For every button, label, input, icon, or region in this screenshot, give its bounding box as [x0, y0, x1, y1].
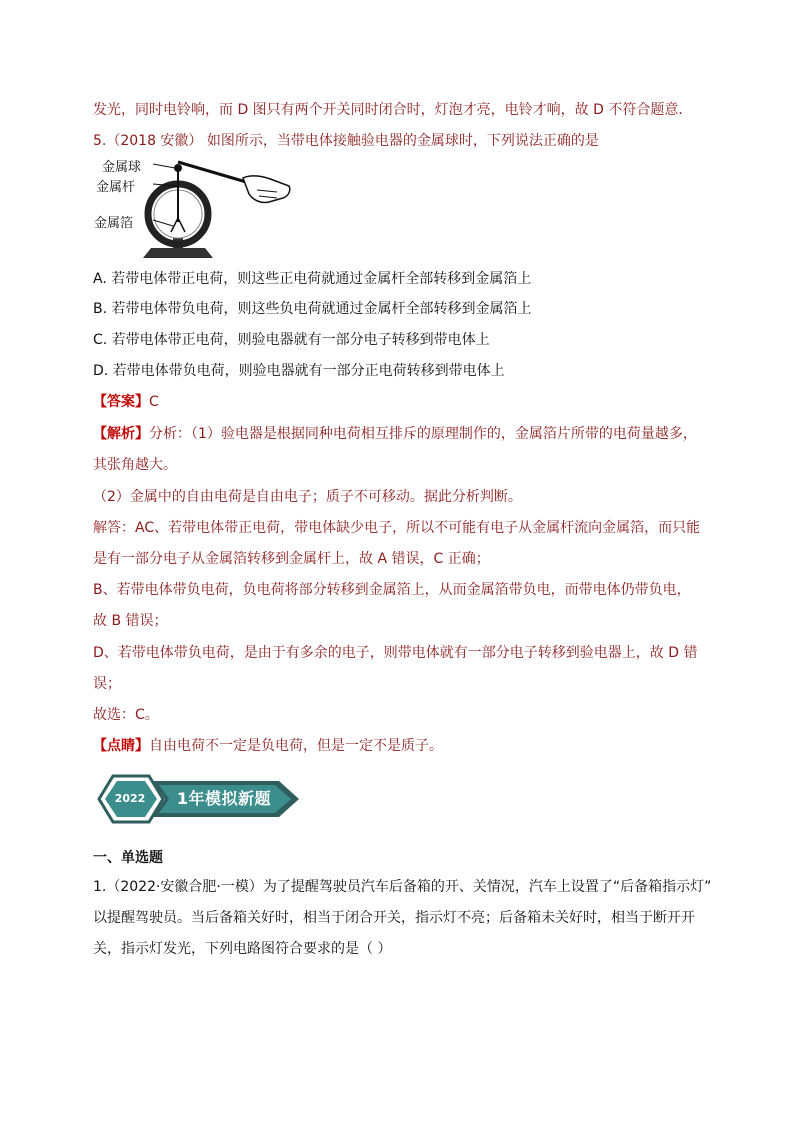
analysis-text-1: 分析：（1）验电器是根据同种电荷相互排斥的原理制作的，金属箔片所带的电荷量越多， — [149, 426, 697, 442]
answer-tag: 【答案】 — [93, 394, 149, 410]
point-text: 自由电荷不一定是负电荷，但是一定不是质子。 — [149, 738, 443, 754]
option-b: B. 若带电体带负电荷，则这些负电荷就通过金属杆全部转移到金属箔上 — [93, 301, 532, 317]
analysis-tag: 【解析】 — [93, 426, 149, 442]
label-metal-rod: 金属杆 — [95, 176, 136, 195]
banner-title: 1年模拟新题 — [176, 789, 272, 808]
text-line: 发光，同时电铃响，而 D 图只有两个开关同时闭合时，灯泡才亮，电铃才响，故 D 不符合题意． — [93, 102, 693, 118]
analysis-line-2: 其张角越大。 — [93, 457, 177, 473]
solution-line-2: 是有一部分电子从金属箔转移到金属杆上，故 A 错误，C 正确； — [93, 551, 490, 567]
answer-line — [93, 392, 159, 412]
solution-line-1: 解答：AC、若带电体带正电荷，带电体缺少电子，所以不可能有电子从金属杆流向金属箔，而只能 — [93, 520, 701, 536]
solution-line-3: B、若带电体带负电荷，负电荷将部分转移到金属箔上，从而金属箔带负电，而带电体仍带负电， — [93, 582, 691, 598]
banner-year: 2022 — [114, 792, 146, 805]
option-a: A. 若带电体带正电荷，则这些正电荷就通过金属杆全部转移到金属箔上 — [93, 271, 532, 287]
analysis-line-3: （2）金属中的自由电荷是自由电子；质子不可移动。据此分析判断。 — [93, 489, 522, 505]
question-5-stem: 5.（2018 安徽） 如图所示，当带电体接触验电器的金属球时，下列说法正确的是 — [93, 133, 599, 149]
point-line — [93, 736, 443, 756]
label-metal-ball: 金属球 — [101, 156, 142, 175]
question-1-line-2: 以提醒驾驶员。当后备箱关好时，相当于闭合开关，指示灯不亮；后备箱未关好时，相当于断开开 — [93, 910, 695, 926]
point-tag: 【点睛】 — [93, 738, 149, 754]
question-1-line-3: 关，指示灯发光，下列电路图符合要求的是（ ） — [93, 941, 392, 957]
question-1-line-1: 1.（2022·安徽合肥·一模）为了提醒驾驶员汽车后备箱的开、关情况，汽车上设置了“后备箱指示灯” — [93, 879, 712, 895]
option-c: C. 若带电体带正电荷，则验电器就有一部分电子转移到带电体上 — [93, 332, 490, 348]
electroscope-figure — [93, 156, 303, 260]
solution-line-4: 故 B 错误； — [93, 613, 168, 629]
section-heading: 一、单选题 — [93, 850, 163, 866]
answer-value: C — [149, 394, 159, 410]
solution-line-7: 故选：C。 — [93, 707, 159, 723]
section-banner — [95, 768, 305, 830]
label-metal-foil: 金属箔 — [93, 212, 134, 231]
option-d: D. 若带电体带负电荷，则验电器就有一部分正电荷转移到带电体上 — [93, 363, 505, 379]
solution-line-6: 误； — [93, 676, 121, 692]
analysis-line-1 — [93, 424, 697, 444]
solution-line-5: D、若带电体带负电荷，是由于有多余的电子，则带电体就有一部分电子转移到验电器上，故 D 错 — [93, 645, 698, 661]
